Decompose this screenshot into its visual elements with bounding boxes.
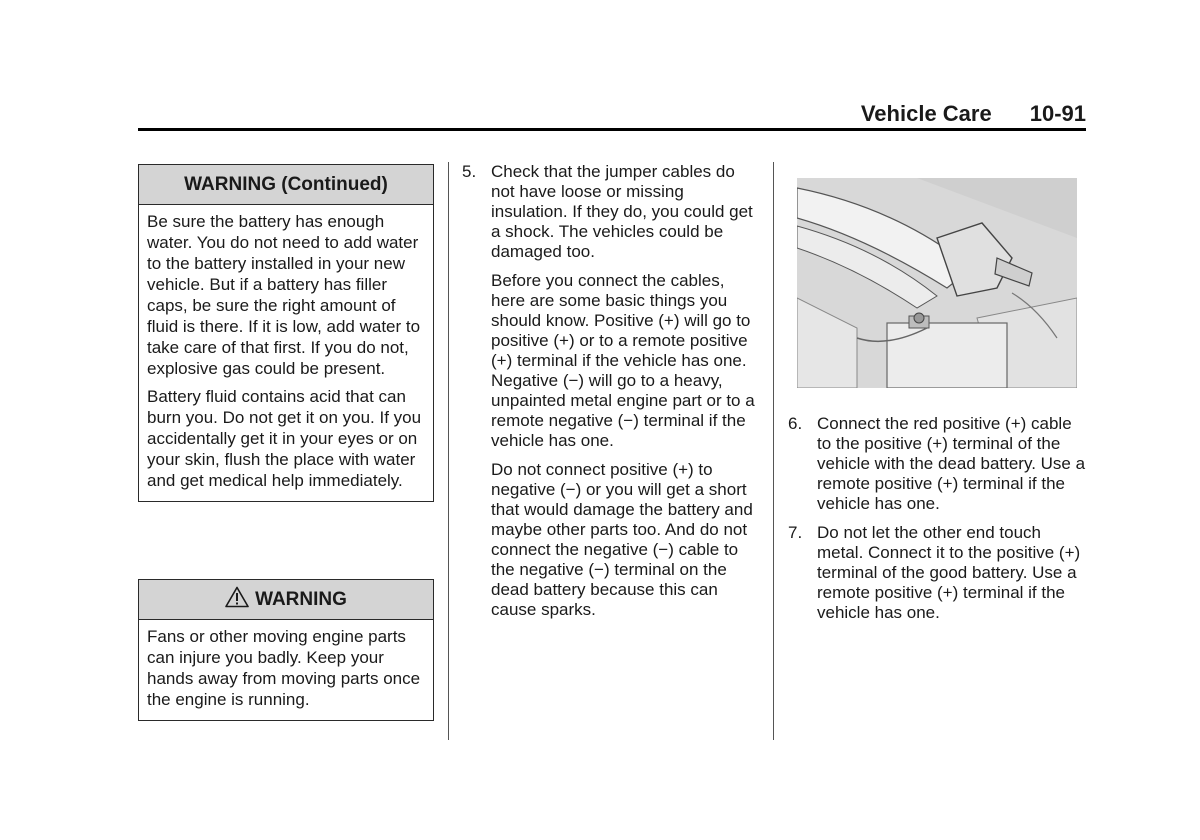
steps-column-right xyxy=(788,414,1088,623)
warning-triangle-icon xyxy=(225,586,249,608)
warning-title-label: WARNING xyxy=(255,589,347,610)
section-title: Vehicle Care xyxy=(860,101,992,126)
step-5-paragraph: Do not connect positive (+) to negative (−) or you will get a short that would damage the battery and maybe other parts too. And do not connect the negative (−) cable to the negative (−) terminal on the dead battery because this can cause sparks. xyxy=(491,460,753,619)
warning-paragraph: Be sure the battery has enough water. You do not need to add water to the battery installed in your new vehicle. But if a battery has filler caps, be sure the right amount of fluid is there. If it is low, add water to take care of that first. If you do not, explosive gas could be present. xyxy=(147,212,421,378)
warning-box xyxy=(138,579,434,721)
step-text: Check that the jumper cables do not have loose or missing insulation. If they do, you could get a shock. The vehicles could be damaged too. xyxy=(491,162,753,261)
warning-title xyxy=(139,580,433,620)
step-number: 7. xyxy=(788,523,803,542)
step-number: 6. xyxy=(788,414,803,433)
step-5-paragraph: Before you connect the cables, here are some basic things you should know. Positive (+) will go to positive (+) or to a remote positive (+) terminal if the vehicle has one. Negative (−) will go to a heavy, unpainted metal engine part or to a remote negative (−) terminal if the vehicle has one. xyxy=(491,271,755,450)
header-rule xyxy=(138,128,1086,131)
step-number: 5. xyxy=(462,162,477,181)
step-text: Connect the red positive (+) cable to the positive (+) terminal of the vehicle with the dead battery. Use a remote positive (+) terminal if the vehicle has one. xyxy=(817,414,1086,513)
battery-terminal-illustration xyxy=(797,178,1077,388)
column-divider-left xyxy=(448,162,449,740)
step-5 xyxy=(462,162,762,262)
warning-continued-box xyxy=(138,164,434,502)
warning-text: Fans or other moving engine parts can injure you badly. Keep your hands away from moving parts once the engine is running. xyxy=(147,627,421,709)
steps-column-middle xyxy=(462,162,762,620)
page-number: 10-91 xyxy=(1029,101,1086,126)
warning-continued-title: WARNING (Continued) xyxy=(139,165,433,205)
step-7 xyxy=(788,523,1088,623)
step-text: Do not let the other end touch metal. Connect it to the positive (+) terminal of the good battery. Use a remote positive (+) terminal if the vehicle has one. xyxy=(817,523,1081,622)
page-header xyxy=(138,100,1086,128)
column-divider-right xyxy=(773,162,774,740)
step-6 xyxy=(788,414,1088,514)
warning-paragraph: Battery fluid contains acid that can burn you. Do not get it on you. If you accidentally get it in your eyes or on your skin, flush the place with water and get medical help immediately. xyxy=(147,387,422,490)
